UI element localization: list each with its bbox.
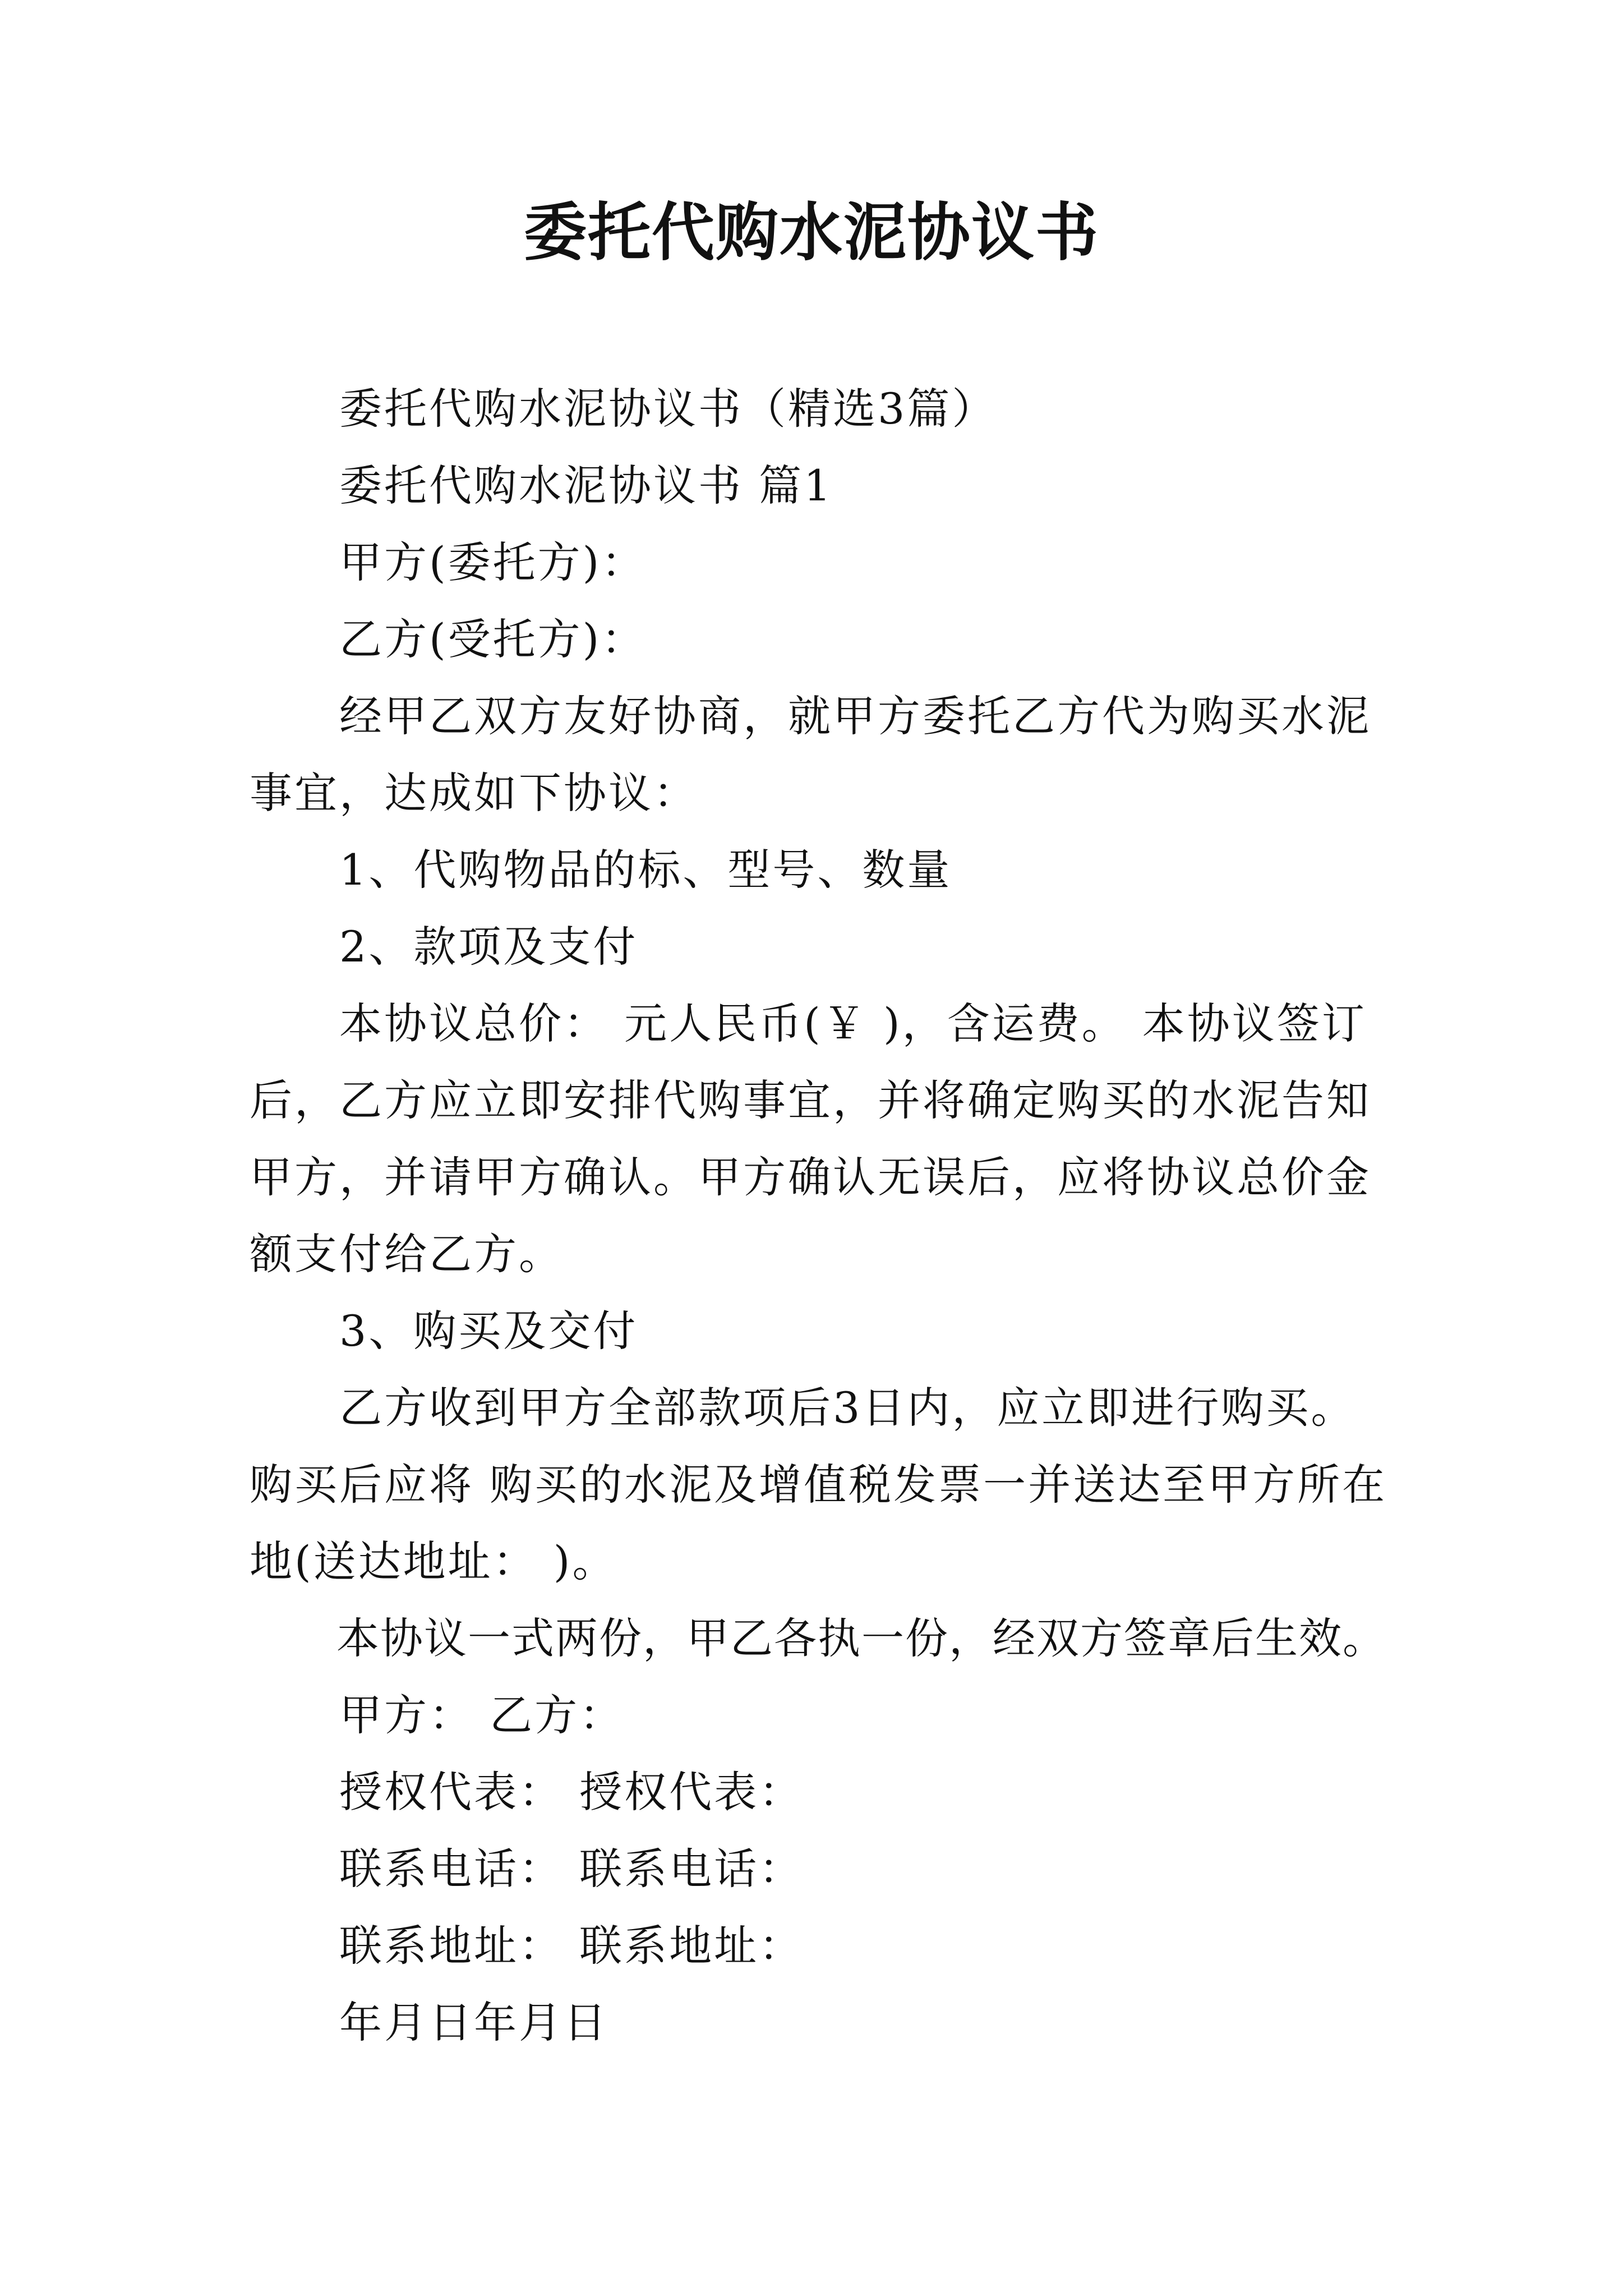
paragraph-party-b: 乙方(受托方)： <box>339 614 647 664</box>
paragraph-clause-1: 1、代购物品的标、型号、数量 <box>339 845 952 895</box>
document-body <box>250 370 1388 2061</box>
paragraph-copies: 本协议一式两份，甲乙各执一份，经双方签章后生效。 <box>336 1613 1386 1663</box>
paragraph-clause-3: 3、购买及交付 <box>339 1306 638 1356</box>
paragraph-representatives: 授权代表： 授权代表： <box>339 1767 804 1817</box>
paragraph-phones: 联系电话： 联系电话： <box>339 1844 804 1894</box>
paragraph-subtitle: 委托代购水泥协议书（精选3篇） <box>339 384 997 434</box>
paragraph-intro: 经甲乙双方友好协商，就甲方委托乙方代为购买水泥事宜，达成如下协议： <box>250 691 1371 818</box>
paragraph-signatures: 甲方： 乙方： <box>339 1690 625 1740</box>
paragraph-dates: 年月日年月日 <box>339 1998 608 2047</box>
paragraph-section-heading: 委托代购水泥协议书 篇1 <box>339 461 833 510</box>
paragraph-payment: 本协议总价： 元人民币(￥ )，含运费。 本协议签订后，乙方应立即安排代购事宜，并将确定购买的水泥告知甲方，并请甲方确认。甲方确认无误后，应将协议总价金额支付给乙方。 <box>250 999 1371 1279</box>
paragraph-addresses: 联系地址： 联系地址： <box>339 1921 804 1971</box>
paragraph-party-a: 甲方(委托方)： <box>339 537 647 587</box>
paragraph-clause-2: 2、款项及支付 <box>339 922 638 972</box>
document-title: 委托代购水泥协议书 <box>524 196 1099 269</box>
paragraph-delivery: 乙方收到甲方全部款项后3日内，应立即进行购买。购买后应将 购买的水泥及增值税发票一并送达至甲方所在地(送达地址： )。 <box>250 1383 1387 1586</box>
